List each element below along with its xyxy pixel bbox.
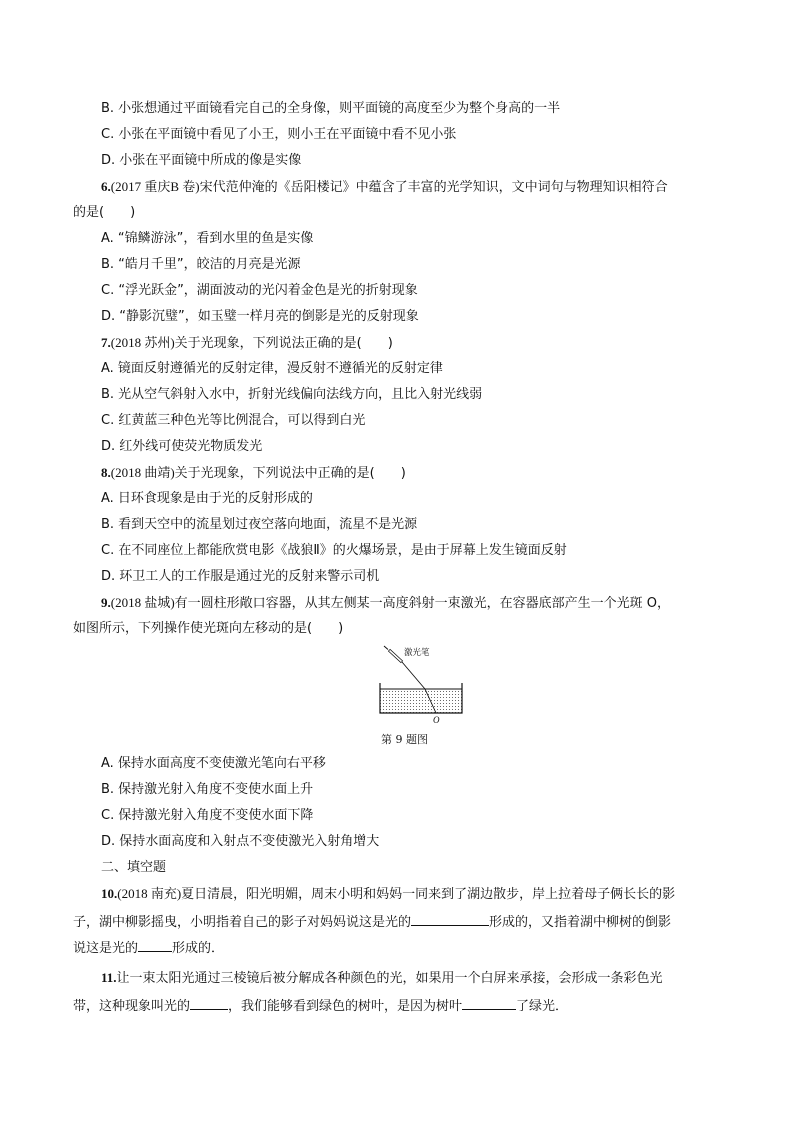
q7-stem-text: 关于光现象，下列说法正确的是( ): [174, 336, 393, 351]
spot-o-label: O: [433, 715, 440, 725]
q9-figure-caption: 第 9 题图: [381, 733, 428, 746]
q7-source: (2018 苏州): [110, 335, 175, 350]
q11-line-1: [101, 969, 663, 988]
q9-source: (2018 盐城): [110, 595, 175, 610]
q11-number: 11.: [101, 970, 117, 985]
q10-line-2b: 形成的，又指着湖中柳树的倒影: [489, 915, 672, 930]
q9-figure: [370, 645, 470, 725]
q11-blank-1[interactable]: [190, 995, 228, 1010]
q9-stem-cont: 如图所示，下列操作使光斑向左移动的是( ): [73, 621, 344, 636]
q10-line-2a: 子，湖中柳影摇曳，小明指着自己的影子对妈妈说这是光的: [73, 915, 412, 930]
q10-line-3b: 形成的．: [172, 941, 225, 956]
q8-number: 8.: [101, 465, 111, 480]
q10-source: (2018 南充): [117, 886, 182, 901]
q10-line-1: [101, 885, 675, 904]
q10-blank-1[interactable]: [411, 911, 489, 926]
q8-stem: [101, 464, 406, 483]
q9-option-a: A. 保持水面高度不变使激光笔向右平移: [101, 756, 326, 771]
q11-line-2: [73, 995, 568, 1016]
q6-number: 6.: [101, 179, 111, 194]
q9-number: 9.: [101, 595, 111, 610]
q11-line-2a: 带，这种现象叫光的: [73, 999, 191, 1014]
q7-option-b: B. 光从空气斜射入水中，折射光线偏向法线方向，且比入射光线弱: [101, 387, 483, 402]
q8-stem-text: 关于光现象，下列说法中正确的是( ): [174, 466, 406, 481]
q8-option-d: D. 环卫工人的工作服是通过光的反射来警示司机: [101, 569, 380, 584]
q5-option-c: C. 小张在平面镜中看见了小王，则小王在平面镜中看不见小张: [101, 127, 457, 142]
laser-pen-label: 激光笔: [404, 648, 430, 658]
q11-line-1-text: 让一束太阳光通过三棱镜后被分解成各种颜色的光，如果用一个白屏来承接，会形成一条彩色光: [116, 971, 663, 986]
q11-line-2c: 了绿光．: [516, 999, 569, 1014]
q6-option-c: C. “浮光跃金”，湖面波动的光闪着金色是光的折射现象: [101, 283, 418, 298]
q8-option-a: A. 日环食现象是由于光的反射形成的: [101, 491, 313, 506]
q9-stem-text: 有一圆柱形敞口容器，从其左侧某一高度斜射一束激光，在容器底部产生一个光斑 O，: [174, 596, 671, 611]
q7-number: 7.: [101, 335, 111, 350]
q7-option-d: D. 红外线可使荧光物质发光: [101, 439, 263, 454]
laser-pen-icon: [384, 646, 402, 662]
q9-stem: [101, 594, 670, 613]
q8-option-b: B. 看到天空中的流星划过夜空落向地面，流星不是光源: [101, 517, 418, 532]
q5-option-b: B. 小张想通过平面镜看完自己的全身像，则平面镜的高度至少为整个身高的一半: [101, 101, 561, 116]
q11-blank-2[interactable]: [462, 995, 516, 1010]
q7-option-a: A. 镜面反射遵循光的反射定律，漫反射不遵循光的反射定律: [101, 361, 443, 376]
q9-option-b: B. 保持激光射入角度不变使水面上升: [101, 782, 314, 797]
q10-blank-2[interactable]: [138, 937, 172, 952]
q10-line-1-text: 夏日清晨，阳光明媚，周末小明和妈妈一同来到了湖边散步，岸上拉着母子俩长长的影: [181, 887, 676, 902]
q7-option-c: C. 红黄蓝三种色光等比例混合，可以得到白光: [101, 413, 366, 428]
q6-stem: [101, 178, 668, 197]
incident-beam: [402, 662, 425, 689]
q6-option-a: A. “锦鳞游泳”，看到水里的鱼是实像: [101, 231, 314, 246]
q6-stem-text: 宋代范仲淹的《岳阳楼记》中蕴含了丰富的光学知识，文中词句与物理知识相符合: [199, 180, 668, 195]
section-fill-in-title: 二、填空题: [101, 860, 167, 875]
q8-option-c: C. 在不同座位上都能欣赏电影《战狼Ⅱ》的火爆场景，是由于屏幕上发生镜面反射: [101, 543, 567, 558]
q8-source: (2018 曲靖): [110, 465, 175, 480]
q10-line-3a: 说这是光的: [73, 941, 139, 956]
q6-source: (2017 重庆B 卷): [110, 179, 200, 194]
q10-number: 10.: [101, 886, 118, 901]
q6-stem-cont: 的是( ): [73, 205, 136, 220]
q9-option-d: D. 保持水面高度和入射点不变使激光入射角增大: [101, 834, 380, 849]
q5-option-d: D. 小张在平面镜中所成的像是实像: [101, 153, 302, 168]
q6-option-d: D. “静影沉璧”，如玉璧一样月亮的倒影是光的反射现象: [101, 309, 419, 324]
q7-stem: [101, 334, 393, 353]
q10-line-3: [73, 937, 224, 958]
q10-line-2: [73, 911, 671, 932]
q9-option-c: C. 保持激光射入角度不变使水面下降: [101, 808, 314, 823]
q11-line-2b: ，我们能够看到绿色的树叶，是因为树叶: [228, 999, 463, 1014]
water: [380, 689, 462, 713]
q6-option-b: B. “皓月千里”，皎洁的月亮是光源: [101, 257, 301, 272]
